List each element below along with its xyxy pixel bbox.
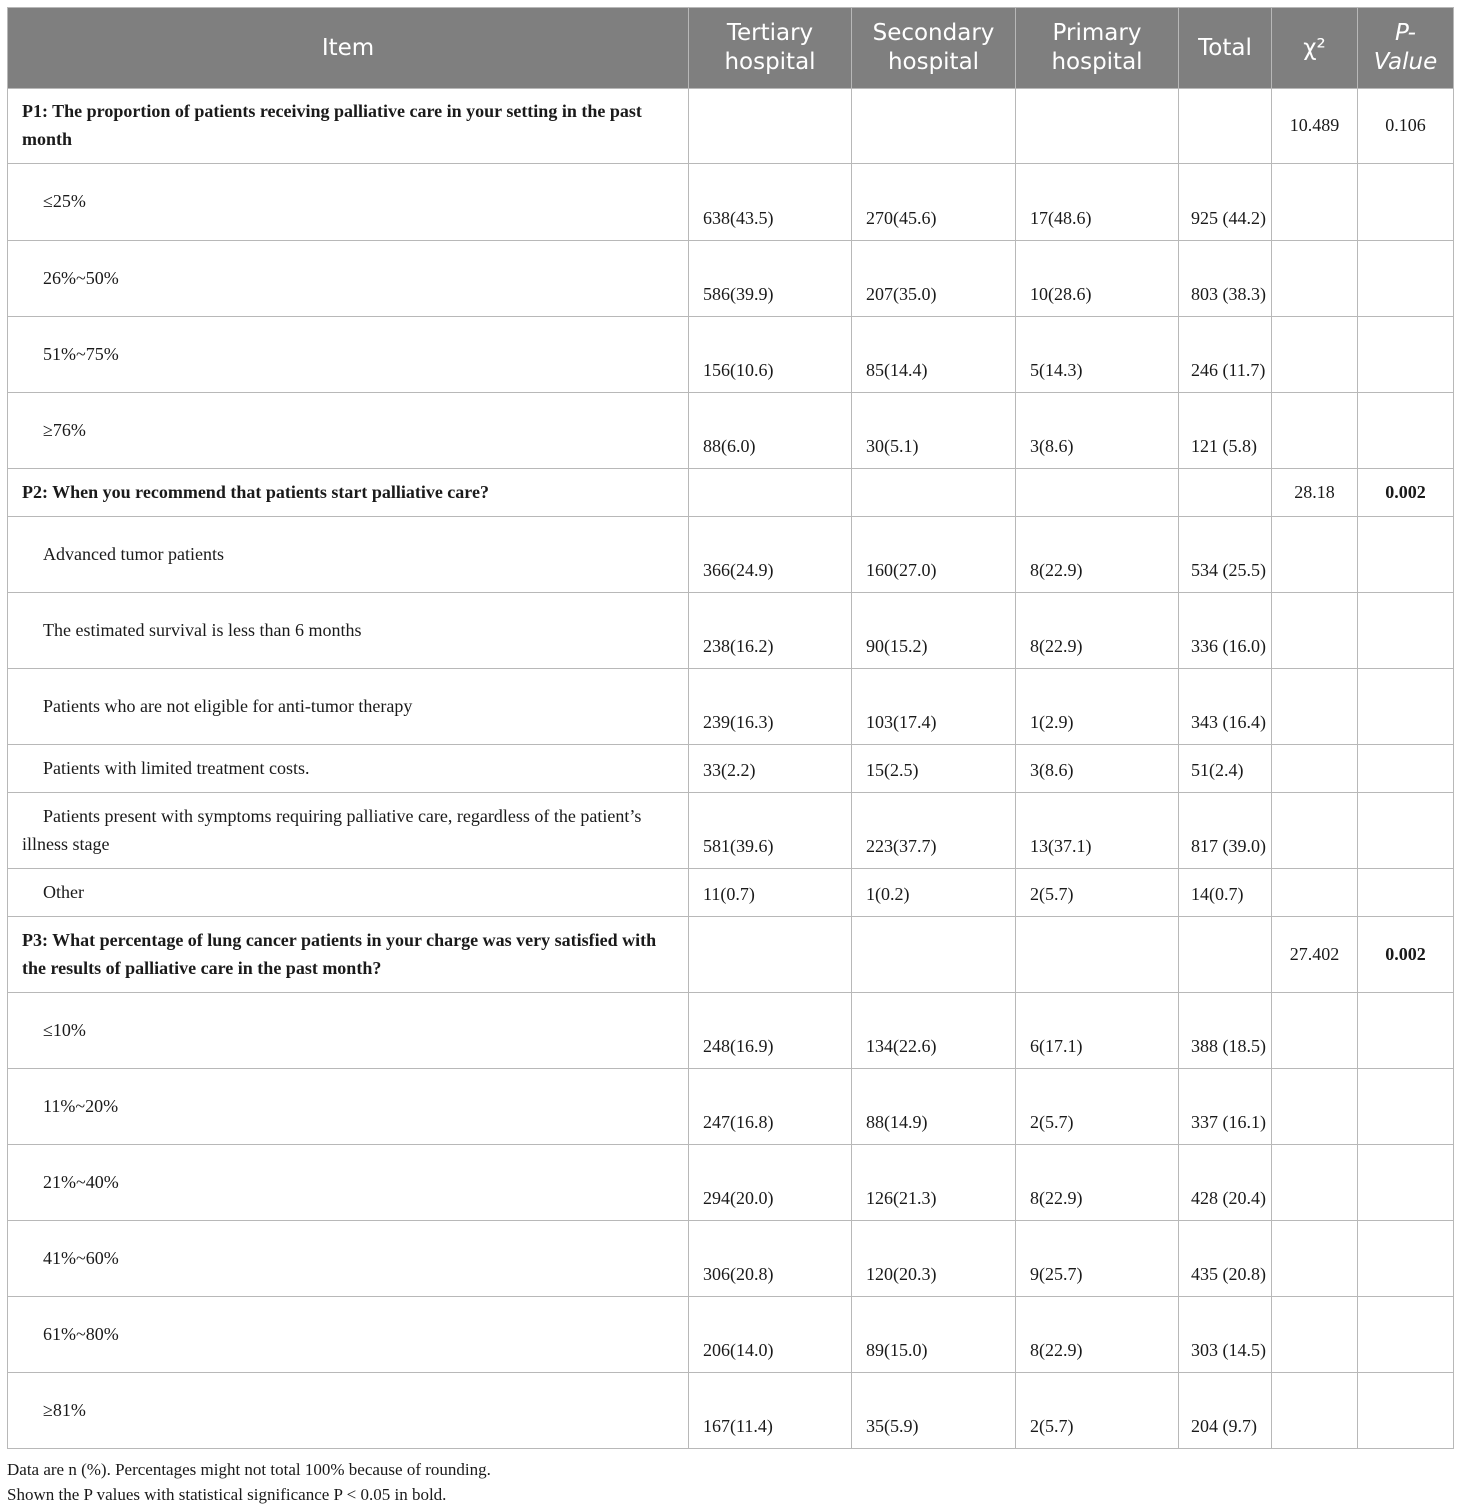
cell-total: 337 (16.1)	[1179, 1069, 1272, 1145]
cell-tertiary: 33(2.2)	[689, 745, 852, 793]
cell-tertiary: 167(11.4)	[689, 1373, 852, 1449]
footnote: Data are n (%). Percentages might not total 100% because of rounding.	[7, 1460, 491, 1479]
table-footnotes	[7, 1457, 1453, 1507]
cell-secondary: 270(45.6)	[852, 164, 1016, 241]
table-row	[8, 993, 1454, 1069]
cell-p-value	[1358, 1069, 1454, 1145]
cell-secondary: 160(27.0)	[852, 517, 1016, 593]
cell-primary: 2(5.7)	[1016, 1069, 1179, 1145]
cell-chi2	[1272, 793, 1358, 869]
question-label: P1: The proportion of patients receiving palliative care in your setting in the past month	[8, 89, 689, 164]
cell-tertiary	[689, 917, 852, 993]
option-label: 11%~20%	[8, 1069, 689, 1145]
cell-primary: 8(22.9)	[1016, 517, 1179, 593]
cell-secondary: 126(21.3)	[852, 1145, 1016, 1221]
cell-p-value	[1358, 317, 1454, 393]
cell-secondary: 35(5.9)	[852, 1373, 1016, 1449]
table-row	[8, 164, 1454, 241]
cell-primary: 3(8.6)	[1016, 745, 1179, 793]
cell-chi2: 28.18	[1272, 469, 1358, 517]
cell-secondary	[852, 469, 1016, 517]
cell-secondary: 89(15.0)	[852, 1297, 1016, 1373]
cell-secondary: 15(2.5)	[852, 745, 1016, 793]
cell-tertiary: 11(0.7)	[689, 869, 852, 917]
cell-secondary: 223(37.7)	[852, 793, 1016, 869]
cell-chi2	[1272, 517, 1358, 593]
cell-chi2	[1272, 593, 1358, 669]
option-label: 61%~80%	[8, 1297, 689, 1373]
option-label: 26%~50%	[8, 241, 689, 317]
table-body	[8, 89, 1454, 1449]
cell-chi2	[1272, 164, 1358, 241]
cell-chi2	[1272, 393, 1358, 469]
cell-p-value	[1358, 745, 1454, 793]
question-label: P3: What percentage of lung cancer patients in your charge was very satisfied with the results of palliative care in the past month?	[8, 917, 689, 993]
option-label: Patients present with symptoms requiring palliative care, regardless of the patient’s illness stage	[8, 793, 689, 869]
table-container	[7, 7, 1453, 1507]
cell-chi2	[1272, 1145, 1358, 1221]
option-label: The estimated survival is less than 6 months	[8, 593, 689, 669]
cell-chi2	[1272, 669, 1358, 745]
cell-total: 303 (14.5)	[1179, 1297, 1272, 1373]
col-header-chi2: χ²	[1272, 8, 1358, 89]
cell-total	[1179, 917, 1272, 993]
cell-total: 803 (38.3)	[1179, 241, 1272, 317]
table-row	[8, 517, 1454, 593]
cell-secondary: 207(35.0)	[852, 241, 1016, 317]
cell-secondary: 85(14.4)	[852, 317, 1016, 393]
cell-total: 343 (16.4)	[1179, 669, 1272, 745]
cell-secondary: 88(14.9)	[852, 1069, 1016, 1145]
table-row	[8, 793, 1454, 869]
table-row	[8, 1297, 1454, 1373]
cell-total: 121 (5.8)	[1179, 393, 1272, 469]
table-row	[8, 317, 1454, 393]
cell-total: 246 (11.7)	[1179, 317, 1272, 393]
cell-p-value: 0.106	[1358, 89, 1454, 164]
header-row	[8, 8, 1454, 89]
question-row	[8, 917, 1454, 993]
cell-primary: 13(37.1)	[1016, 793, 1179, 869]
col-header-secondary: Secondary hospital	[852, 8, 1016, 89]
cell-primary: 6(17.1)	[1016, 993, 1179, 1069]
cell-primary: 8(22.9)	[1016, 1297, 1179, 1373]
table-row	[8, 1069, 1454, 1145]
table-row	[8, 1373, 1454, 1449]
option-label: Other	[8, 869, 689, 917]
cell-total: 336 (16.0)	[1179, 593, 1272, 669]
cell-tertiary: 638(43.5)	[689, 164, 852, 241]
cell-primary: 5(14.3)	[1016, 317, 1179, 393]
cell-p-value	[1358, 869, 1454, 917]
option-label: Patients with limited treatment costs.	[8, 745, 689, 793]
option-label: 41%~60%	[8, 1221, 689, 1297]
cell-total: 204 (9.7)	[1179, 1373, 1272, 1449]
cell-tertiary: 581(39.6)	[689, 793, 852, 869]
cell-p-value	[1358, 393, 1454, 469]
cell-p-value	[1358, 669, 1454, 745]
option-label: ≥81%	[8, 1373, 689, 1449]
cell-total: 435 (20.8)	[1179, 1221, 1272, 1297]
cell-total	[1179, 469, 1272, 517]
cell-total	[1179, 89, 1272, 164]
cell-p-value	[1358, 1297, 1454, 1373]
cell-secondary: 90(15.2)	[852, 593, 1016, 669]
cell-p-value	[1358, 241, 1454, 317]
data-table	[7, 7, 1454, 1449]
table-row	[8, 1221, 1454, 1297]
cell-primary: 10(28.6)	[1016, 241, 1179, 317]
option-label: ≤25%	[8, 164, 689, 241]
cell-chi2	[1272, 1373, 1358, 1449]
cell-secondary: 134(22.6)	[852, 993, 1016, 1069]
option-label: 51%~75%	[8, 317, 689, 393]
cell-p-value	[1358, 593, 1454, 669]
cell-primary: 2(5.7)	[1016, 1373, 1179, 1449]
cell-primary: 8(22.9)	[1016, 1145, 1179, 1221]
cell-total: 388 (18.5)	[1179, 993, 1272, 1069]
cell-secondary: 103(17.4)	[852, 669, 1016, 745]
cell-tertiary: 206(14.0)	[689, 1297, 852, 1373]
cell-p-value	[1358, 517, 1454, 593]
cell-chi2	[1272, 241, 1358, 317]
cell-total: 14(0.7)	[1179, 869, 1272, 917]
option-label: ≥76%	[8, 393, 689, 469]
cell-chi2	[1272, 1221, 1358, 1297]
col-header-total: Total	[1179, 8, 1272, 89]
cell-secondary: 30(5.1)	[852, 393, 1016, 469]
question-row	[8, 89, 1454, 164]
table-row	[8, 241, 1454, 317]
cell-total: 51(2.4)	[1179, 745, 1272, 793]
cell-p-value	[1358, 793, 1454, 869]
cell-tertiary: 88(6.0)	[689, 393, 852, 469]
cell-total: 925 (44.2)	[1179, 164, 1272, 241]
table-row	[8, 869, 1454, 917]
cell-primary	[1016, 89, 1179, 164]
cell-secondary: 1(0.2)	[852, 869, 1016, 917]
cell-primary: 1(2.9)	[1016, 669, 1179, 745]
cell-primary	[1016, 469, 1179, 517]
cell-primary	[1016, 917, 1179, 993]
cell-p-value: 0.002	[1358, 469, 1454, 517]
cell-chi2	[1272, 993, 1358, 1069]
table-row	[8, 393, 1454, 469]
cell-tertiary: 366(24.9)	[689, 517, 852, 593]
cell-chi2	[1272, 1069, 1358, 1145]
table-row	[8, 745, 1454, 793]
cell-primary: 9(25.7)	[1016, 1221, 1179, 1297]
cell-total: 534 (25.5)	[1179, 517, 1272, 593]
cell-chi2	[1272, 1297, 1358, 1373]
option-label: Advanced tumor patients	[8, 517, 689, 593]
cell-p-value	[1358, 1373, 1454, 1449]
cell-primary: 2(5.7)	[1016, 869, 1179, 917]
cell-chi2	[1272, 317, 1358, 393]
question-row	[8, 469, 1454, 517]
cell-tertiary: 156(10.6)	[689, 317, 852, 393]
col-header-p-value: P-Value	[1358, 8, 1454, 89]
cell-tertiary	[689, 469, 852, 517]
cell-tertiary	[689, 89, 852, 164]
cell-chi2	[1272, 745, 1358, 793]
cell-p-value	[1358, 1221, 1454, 1297]
cell-tertiary: 248(16.9)	[689, 993, 852, 1069]
question-label: P2: When you recommend that patients start palliative care?	[8, 469, 689, 517]
option-label: ≤10%	[8, 993, 689, 1069]
col-header-primary: Primary hospital	[1016, 8, 1179, 89]
col-header-item: Item	[8, 8, 689, 89]
cell-primary: 8(22.9)	[1016, 593, 1179, 669]
cell-p-value: 0.002	[1358, 917, 1454, 993]
cell-total: 428 (20.4)	[1179, 1145, 1272, 1221]
cell-primary: 17(48.6)	[1016, 164, 1179, 241]
table-row	[8, 1145, 1454, 1221]
cell-tertiary: 306(20.8)	[689, 1221, 852, 1297]
cell-chi2: 10.489	[1272, 89, 1358, 164]
table-row	[8, 593, 1454, 669]
cell-total: 817 (39.0)	[1179, 793, 1272, 869]
cell-tertiary: 239(16.3)	[689, 669, 852, 745]
cell-secondary: 120(20.3)	[852, 1221, 1016, 1297]
option-label: 21%~40%	[8, 1145, 689, 1221]
table-row	[8, 669, 1454, 745]
option-label: Patients who are not eligible for anti-tumor therapy	[8, 669, 689, 745]
cell-chi2	[1272, 869, 1358, 917]
cell-tertiary: 586(39.9)	[689, 241, 852, 317]
cell-tertiary: 294(20.0)	[689, 1145, 852, 1221]
cell-tertiary: 238(16.2)	[689, 593, 852, 669]
cell-chi2: 27.402	[1272, 917, 1358, 993]
footnote: Shown the P values with statistical significance P < 0.05 in bold.	[7, 1485, 447, 1504]
cell-primary: 3(8.6)	[1016, 393, 1179, 469]
col-header-tertiary: Tertiary hospital	[689, 8, 852, 89]
cell-p-value	[1358, 164, 1454, 241]
cell-secondary	[852, 89, 1016, 164]
cell-p-value	[1358, 993, 1454, 1069]
cell-secondary	[852, 917, 1016, 993]
cell-tertiary: 247(16.8)	[689, 1069, 852, 1145]
cell-p-value	[1358, 1145, 1454, 1221]
